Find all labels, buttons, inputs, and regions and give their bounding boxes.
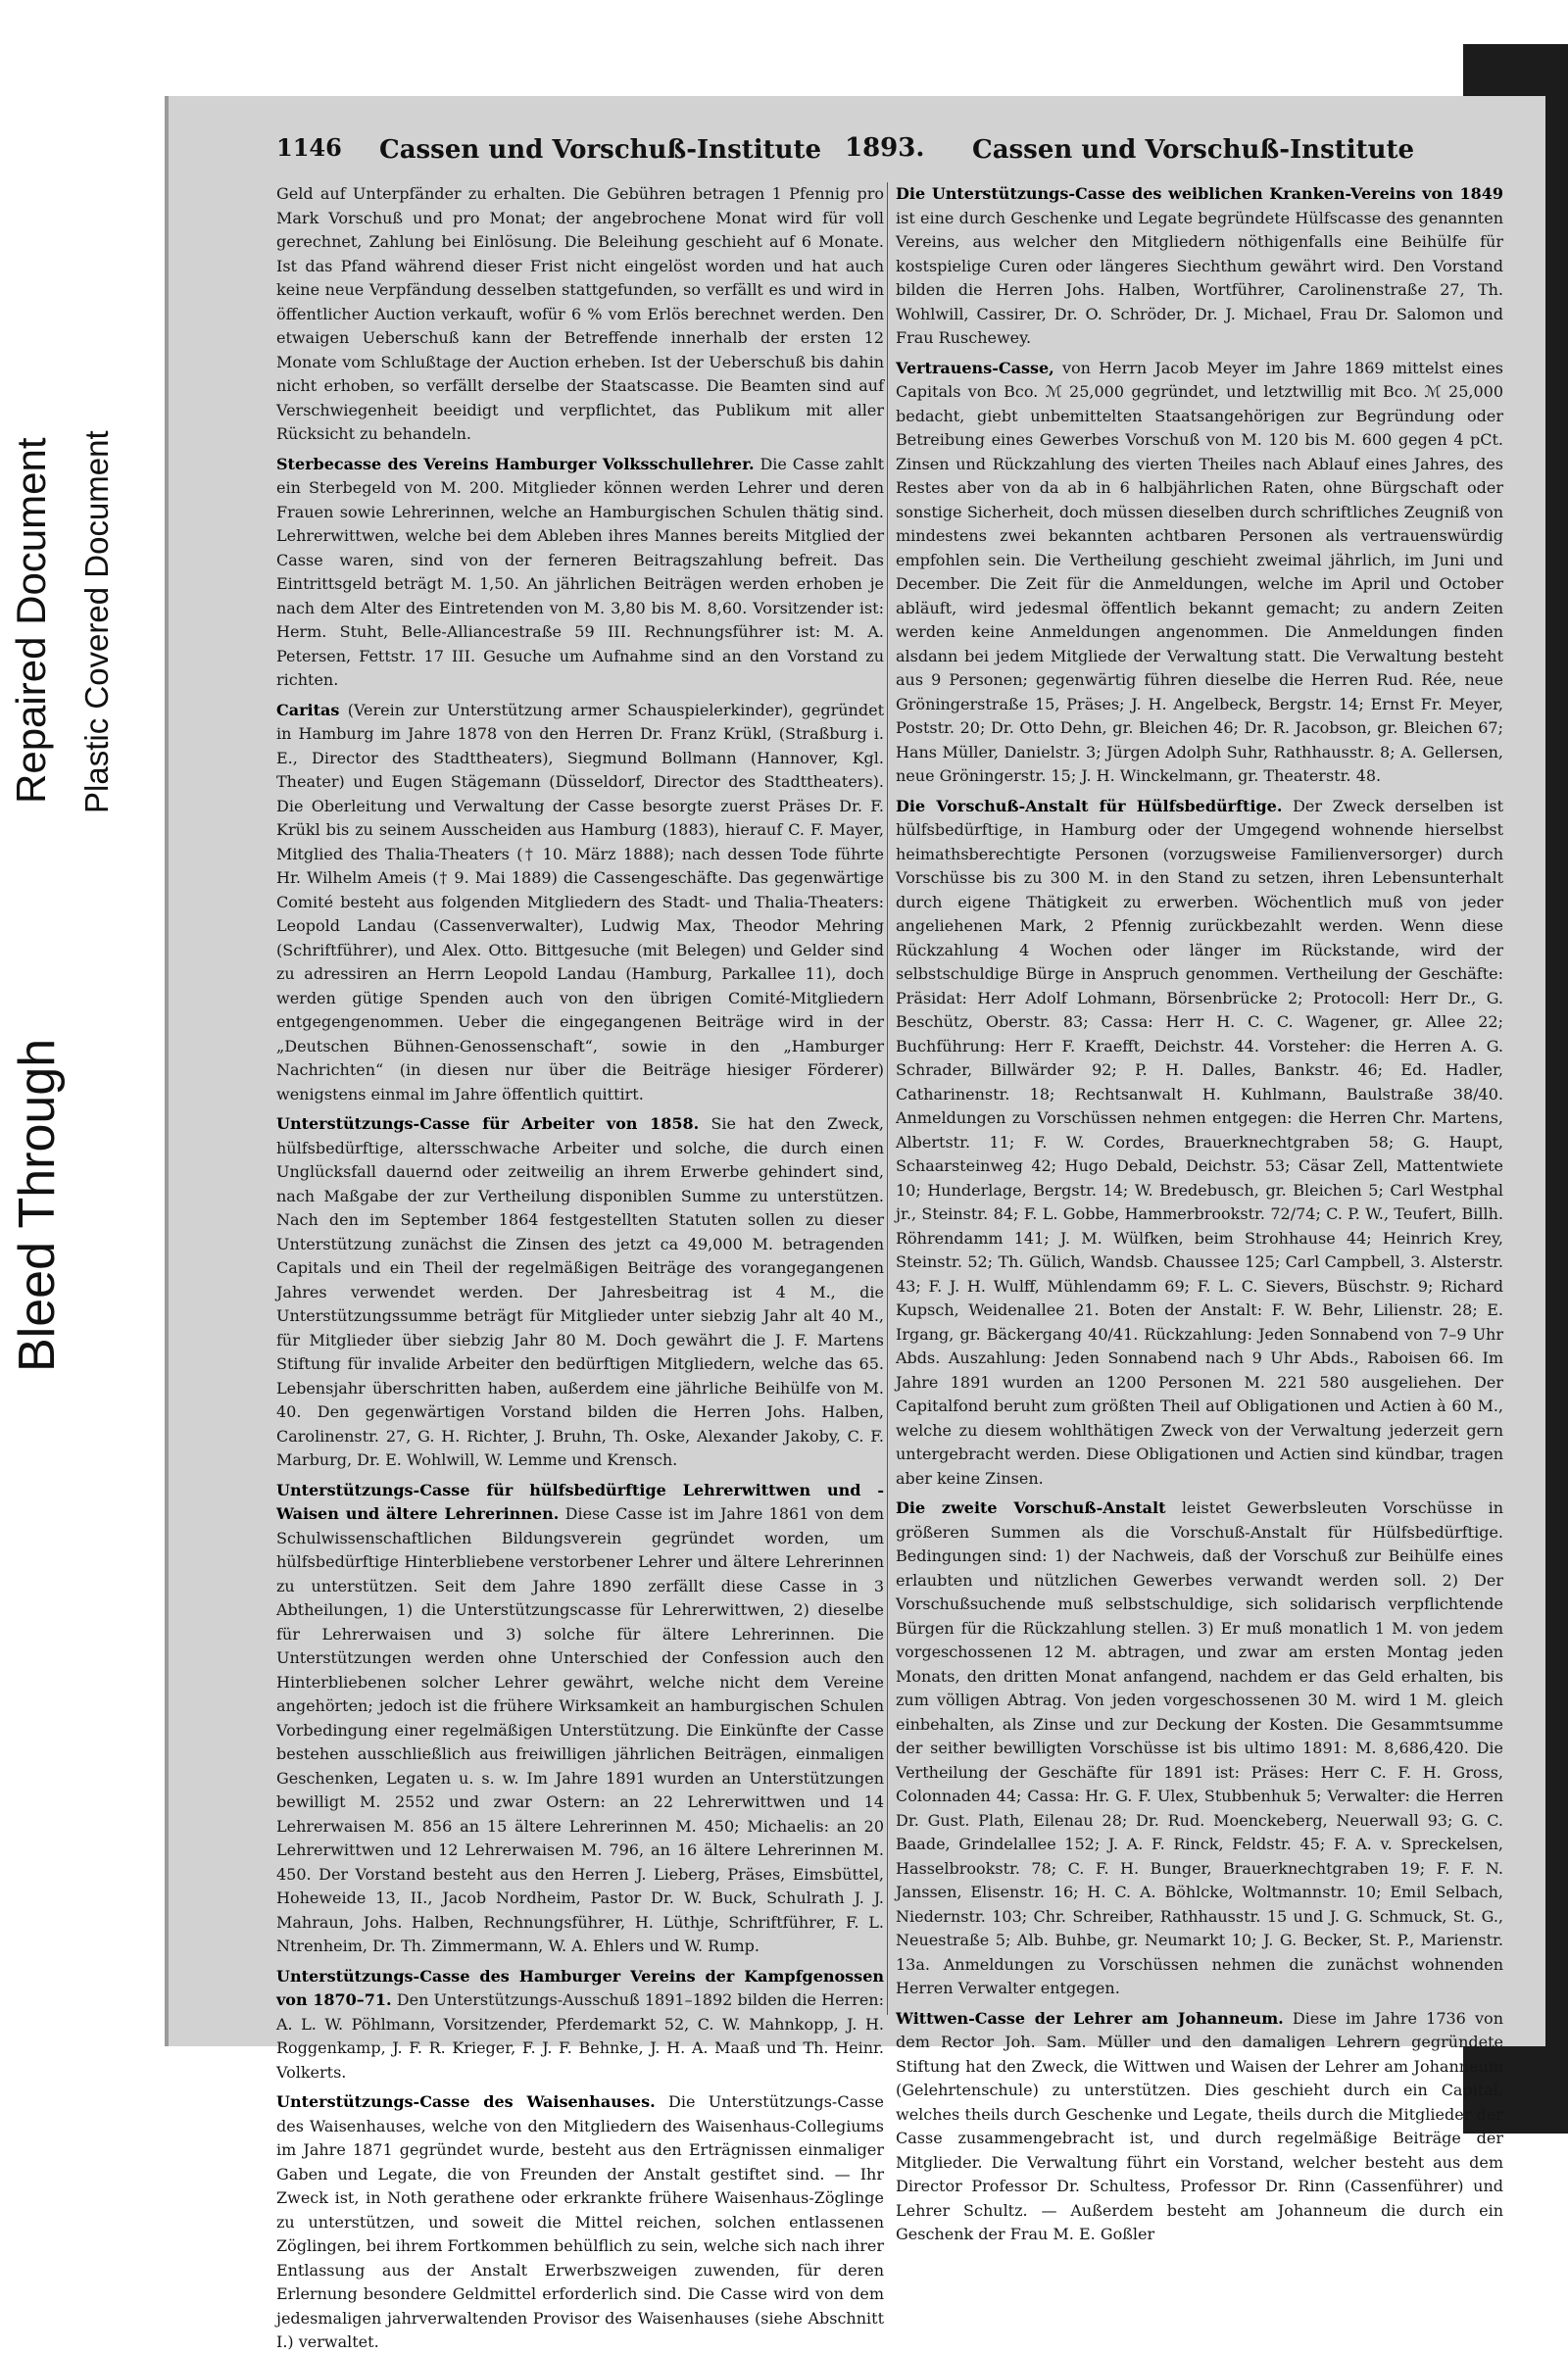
label-plastic-covered-document: Plastic Covered Document bbox=[78, 430, 115, 813]
page-number: 1146 bbox=[276, 133, 342, 162]
entry-arbeiter-1858 bbox=[276, 1112, 884, 1473]
running-title-left: Cassen und Vorschuß-Institute bbox=[379, 135, 822, 165]
entry-title: Sterbecasse des Vereins Hamburger Volksschullehrer. bbox=[276, 454, 755, 473]
entry-caritas bbox=[276, 699, 884, 1107]
entry-title: Unterstützungs-Casse des Hamburger Vereins der Kampfgenossen von 1870–71. bbox=[276, 1966, 884, 2009]
entry-body: Die Casse zahlt ein Sterbegeld von M. 200. Mitglieder können werden Lehrer und deren Frauen sowie Lehrerinnen, welche an Hamburgischen Schulen thätig sind. Lehrerwittwen, welche bei dem Ableben ihres Mannes bereits Mitglied der Casse waren, sind von der ferneren Beitragszahlung befreit. Das Eintrittsgeld beträgt M. 1,50. An jährlichen Beiträgen werden erhoben je nach dem Alter des Eintretenden von M. 3,80 bis M. 8,60. Vorsitzender ist: Herm. Stuht, Belle-Alliancestraße 59 III. Rechnungsführer ist: M. A. Petersen, Fettstr. 17 III. Gesuche um Aufnahme sind an den Vorstand zu richten. bbox=[276, 454, 885, 689]
column-divider bbox=[887, 182, 888, 2015]
entry-sterbecasse bbox=[276, 453, 884, 693]
entry-body: Den Unterstützungs-Ausschuß 1891–1892 bilden die Herren: A. L. W. Pöhlmann, Vorsitzender, Pferdemarkt 52, C. W. Mahnkopp, J. H. Roggenkamp, J. F. R. Krieger, F. J. F. Behnke, J. H. A. Maaß und Th. Heinr. Volkerts. bbox=[276, 1990, 884, 2082]
entry-zweite-vorschuss-anstalt bbox=[896, 1496, 1503, 2001]
page-header bbox=[169, 133, 1545, 172]
right-column bbox=[896, 182, 1504, 2243]
label-bleed-through: Bleed Through bbox=[9, 1038, 66, 1372]
entry-body: Der Zweck derselben ist hülfsbedürftige, in Hamburg oder der Umgegend wohnende hierselbst heimathsberechtigte Personen (vorzugsweise Familienversorger) durch Vorschüsse bis zu 300 M. in den Stand zu setzen, ihren Lebensunterhalt durch eigene Thätigkeit zu erwerben. Wöchentlich muß von jeder angeliehenen Mark, 2 Pfennig zurückbezahlt werden. Wenn diese Rückzahlung 4 Wochen oder länger im Rückstande, wird der selbstschuldige Bürge in Anspruch genommen. Vertheilung der Geschäfte: Präsidat: Herr Adolf Lohmann, Börsenbrücke 2; Protocoll: Herr Dr., G. Beschütz, Oberstr. 83; Cassa: Herr H. C. C. Wagener, gr. Allee 22; Buchführung: Herr F. Kraefft, Deichstr. 44. Vorsteher: die Herren A. G. Schrader, Billwärder 92; P. H. Dalles, Bankstr. 46; Ed. Hadler, Catharinenstr. 18; Rechtsanwalt H. Kuhlmann, Baulstraße 38/40. Anmeldungen zu Vorschüssen nehmen entgegen: die Herren Chr. Martens, Albertstr. 11; F. W. Cordes, Brauerknechtgraben 58; G. Haupt, Schaarsteinweg 42; Hugo Debald, Deichstr. 53; Cäsar Zell, Mattentwiete 10; Hunderlage, Bergstr. 14; W. Bredebusch, gr. Bleichen 5; Carl Westphal jr., Steinstr. 84; F. L. Gobbe, Hammerbrookstr. 72/74; C. P. W., Teufert, Billh. Röhrendamm 141; J. M. Wülfken, beim Strohhause 44; Heinrich Krey, Steinstr. 52; Th. Gülich, Wandsb. Chaussee 125; Carl Campbell, 3. Alsterstr. 43; F. J. H. Wulff, Mühlendamm 69; F. L. C. Sievers, Büschstr. 9; Richard Kupsch, Weidenallee 21. Boten der Anstalt: F. W. Behr, Lilienstr. 28; E. Irgang, gr. Bäckergang 40/41. Rückzahlung: Jeden Sonnabend von 7–9 Uhr Abds. Auszahlung: Jeden Sonnabend nach 9 Uhr Abds., Raboisen 66. Im Jahre 1891 wurden an 1200 Personen M. 221 580 ausgeliehen. Der Capitalfond beruht zum größten Theil auf Obligationen und Actien à 60 M., welche zu diesem wohlthätigen Zweck von der Verwaltung jederzeit gern untergebracht werden. Diese Obligationen und Actien sind kündbar, tragen aber keine Zinsen. bbox=[896, 796, 1503, 1488]
entry-body: von Herrn Jacob Meyer im Jahre 1869 mittelst eines Capitals von Bco. ℳ 25,000 gegründet, und letztwillig mit Bco. ℳ 25,000 bedacht, giebt unbemittelten Staatsangehörigen zur Begründung oder Betreibung eines Gewerbes Vorschuß von M. 120 bis M. 600 gegen 4 pCt. Zinsen und Rückzahlung des vierten Theiles nach Ablauf eines Jahres, des Restes aber von da ab in 6 halbjährlichen Raten, ohne Bürgschaft oder sonstige Sicherheit, doch müssen dieselben durch schriftliches Zeugniß von mindestens zwei bekannten achtbaren Personen als vertrauenswürdig empfohlen sein. Die Vertheilung geschieht zweimal jährlich, im Juni und December. Die Zeit für die Anmeldungen, welche im April und October abläuft, wird jedesmal öffentlich bekannt gemacht; zu andern Zeiten werden keine Anmeldungen angenommen. Die Anmeldungen finden alsdann bei jedem Mitgliede der Verwaltung statt. Die Verwaltung besteht aus 9 Personen; gegenwärtig führen dieselbe die Herren Rud. Rée, neue Gröningerstraße 15, Präses; J. H. Angelbeck, Bergstr. 14; Ernst Fr. Meyer, Poststr. 20; Dr. Otto Dehn, gr. Bleichen 46; Dr. R. Jacobson, gr. Bleichen 67; Hans Müller, Danielstr. 3; Jürgen Adolph Suhr, Rathhausstr. 8; A. Gellersen, neue Gröningerstr. 15; J. H. Winckelmann, gr. Theaterstr. 48. bbox=[896, 358, 1504, 785]
entry-wittwen-casse-johanneum bbox=[896, 2007, 1503, 2247]
label-repaired-document: Repaired Document bbox=[8, 437, 54, 804]
entry-title: Die Vorschuß-Anstalt für Hülfsbedürftige. bbox=[896, 796, 1283, 815]
entry-title: Caritas bbox=[276, 700, 340, 719]
entry-vertrauens-casse bbox=[896, 357, 1503, 789]
entry-body: leistet Gewerbsleuten Vorschüsse in größeren Summen als die Vorschuß-Anstalt für Hülfsbedürftige. Bedingungen sind: 1) der Nachweis, daß der Vorschuß zur Beihülfe eines erlaubten und nützlichen Gewerbes verwandt werden soll. 2) Der Vorschußsuchende muß selbstschuldige, sich solidarisch verpflichtende Bürgen für die Rückzahlung stellen. 3) Er muß monatlich 1 M. von jedem vorgeschossenen 12 M. abtragen, und zwar am ersten Montag jeden Monats, den dritten Monat anfangend, nachdem er das Geld erhalten, bis zum völligen Abtrag. Von jeden vorgeschossenen 30 M. wird 1 M. gleich einbehalten, als Zinse und zur Deckung der Kosten. Die Gesammtsumme der seither bewilligten Vorschüsse ist bis ultimo 1891: M. 8,686,420. Die Vertheilung der Geschäfte für 1891 ist: Präses: Herr C. F. H. Gross, Colonnaden 44; Cassa: Hr. G. F. Ulex, Stubbenhuk 5; Verwalter: die Herren Dr. Gust. Plath, Eilenau 28; Dr. Rud. Moenckeberg, Neuerwall 93; G. C. Baade, Grindelallee 152; J. A. F. Rinck, Feldstr. 45; F. A. v. Spreckelsen, Hasselbrookstr. 78; C. F. H. Bunger, Brauerknechtgraben 19; F. F. N. Janssen, Elisenstr. 16; H. C. A. Böhlcke, Woltmannstr. 10; Emil Selbach, Niedernstr. 103; Chr. Schreiber, Rathhausstr. 15 und J. G. Schmuck, St. G., Neuestraße 5; Alb. Buhbe, gr. Neumarkt 10; J. G. Becker, St. P., Marienstr. 13a. Anmeldungen zu Vorschüssen nehmen die zunächst wohnenden Herren Verwalter entgegen. bbox=[896, 1498, 1503, 1997]
entry-title: Unterstützungs-Casse für hülfsbedürftige Lehrerwittwen und -Waisen und ältere Lehrerinnen. bbox=[276, 1480, 884, 1523]
entry-title: Wittwen-Casse der Lehrer am Johanneum. bbox=[896, 2008, 1284, 2028]
entry-body: (Verein zur Unterstützung armer Schauspielerkinder), gegründet in Hamburg im Jahre 1878 von den Herren Dr. Franz Krükl, (Straßburg i. E., Director des Stadttheaters), Siegmund Bollmann (Hannover, Kgl. Theater) und Eugen Stägemann (Düsseldorf, Director des Stadttheaters). Die Oberleitung und Verwaltung der Casse besorgte zuerst Präses Dr. F. Krükl bis zu seinem Ausscheiden aus Hamburg (1883), hierauf C. F. Mayer, Mitglied des Thalia-Theaters († 10. März 1888); nach dessen Tode führte Hr. Wilhelm Ameis († 9. Mai 1889) die Cassengeschäfte. Das gegenwärtige Comité besteht aus folgenden Mitgliedern des Stadt- und Thalia-Theaters: Leopold Landau (Cassenverwalter), Ludwig Max, Theodor Mehring (Schriftführer), und Alex. Otto. Bittgesuche (mit Belegen) und Gelder sind zu adressiren an Herrn Leopold Landau (Hamburg, Parkallee 11), doch werden gütige Spenden auch von den übrigen Comité-Mitgliedern entgegengenommen. Ueber die eingegangenen Beiträge wird in der „Deutschen Bühnen-Genossenschaft“, sowie in den „Hamburger Nachrichten“ (in diesen nur über die Beiträge hiesiger Förderer) wenigstens einmal im Jahre öffentlich quittirt. bbox=[276, 700, 884, 1104]
entry-body: ist eine durch Geschenke und Legate begründete Hülfscasse des genannten Vereins, aus welcher den Mitgliedern nöthigenfalls eine Beihülfe für kostspielige Curen oder längeres Siechthum gewährt wird. Den Vorstand bilden die Herren Johs. Halben, Wortführer, Carolinenstraße 27, Th. Wohlwill, Cassirer, Dr. O. Schröder, Dr. J. Michael, Frau Dr. Salomon und Frau Ruschewey. bbox=[896, 208, 1503, 347]
year-label: 1893. bbox=[845, 133, 925, 163]
entry-kampfgenossen bbox=[276, 1965, 884, 2085]
entry-body: Diese im Jahre 1736 von dem Rector Joh. Sam. Müller und den damaligen Lehrern gegründete Stiftung hat den Zweck, die Wittwen und Waisen der Lehrer am Johanneum (Gelehrtenschule) zu unterstützen. Dies geschieht durch ein Capital, welches theils durch Geschenke und Legate, theils durch die Mitglieder der Casse zusammengebracht ist, und durch regelmäßige Beiträge der Mitglieder. Die Verwaltung führt ein Vorstand, welcher besteht aus dem Director Professor Dr. Schultess, Professor Dr. Rinn (Cassenführer) und Lehrer Schultz. — Außerdem besteht am Johanneum die durch ein Geschenk der Frau M. E. Goßler bbox=[896, 2008, 1503, 2243]
entry-body: Die Unterstützungs-Casse des Waisenhauses, welche von den Mitgliedern des Waisenhaus-Collegiums im Jahre 1871 gegründet wurde, besteht aus den Erträgnissen einmaliger Gaben und Legate, die von Freunden der Anstalt gestiftet sind. — Ihr Zweck ist, in Noth gerathene oder erkrankte frühere Waisenhaus-Zöglinge zu unterstützen, und soweit die Mittel reichen, solchen entlassenen Zöglingen, bei ihrem Fortkommen behülflich zu sein, welche sich nach ihrer Entlassung aus der Anstalt Erwerbszweigen zuwenden, für deren Erlernung besondere Geldmittel erforderlich sind. Die Casse wird von dem jedesmaligen jahrverwaltenden Provisor des Waisenhauses (siehe Abschnitt I.) verwaltet. bbox=[276, 2092, 884, 2351]
entry-kranken-verein bbox=[896, 182, 1503, 351]
entry-title: Die Unterstützungs-Casse des weiblichen Kranken-Vereins von 1849 bbox=[896, 184, 1503, 203]
left-column bbox=[276, 182, 885, 2351]
entry-title: Unterstützungs-Casse des Waisenhauses. bbox=[276, 2092, 656, 2111]
entry-title: Unterstützungs-Casse für Arbeiter von 1858. bbox=[276, 1114, 700, 1133]
scanned-page bbox=[165, 96, 1545, 2351]
annotation-sidebar bbox=[0, 0, 162, 2134]
entry-waisenhaus bbox=[276, 2090, 884, 2355]
running-title-right: Cassen und Vorschuß-Institute bbox=[972, 135, 1415, 165]
entry-vorschuss-anstalt bbox=[896, 795, 1503, 1492]
entry-body: Diese Casse ist im Jahre 1861 von dem Schulwissenschaftlichen Bildungsverein gegründet worden, um hülfsbedürftige Hinterbliebene verstorbener Lehrer und ältere Lehrerinnen zu unterstützen. Seit dem Jahre 1890 zerfällt diese Casse in 3 Abtheilungen, 1) die Unterstützungscasse für Lehrerwittwen, 2) dieselbe für Lehrerwaisen und 3) solche für ältere Lehrerinnen. Die Unterstützungen werden ohne Unterschied der Confession auch den Hinterbliebenen solcher Lehrer gewährt, welche nicht dem Vereine angehörten; jedoch ist die frühere Wirksamkeit an hamburgischen Schulen Vorbedingung einer regelmäßigen Unterstützung. Die Einkünfte der Casse bestehen ausschließlich aus freiwilligen jährlichen Beiträgen, einmaligen Geschenken, Legaten u. s. w. Im Jahre 1891 wurden an Unterstützungen bewilligt M. 2552 und zwar Ostern: an 22 Lehrerwittwen und 14 Lehrerwaisen M. 856 an 15 ältere Lehrerinnen M. 450; Michaelis: an 20 Lehrerwittwen und 12 Lehrerwaisen M. 796, an 16 ältere Lehrerinnen M. 450. Der Vorstand besteht aus den Herren J. Lieberg, Präses, Eimsbüttel, Hoheweide 13, II., Jacob Nordheim, Pastor Dr. W. Buck, Schulrath J. J. Mahraun, Johs. Halben, Rechnungsführer, H. Lüthje, Schriftführer, F. L. Ntrenheim, Dr. Th. Zimmermann, W. A. Ehlers und W. Rump. bbox=[276, 1504, 884, 1955]
entry-pfand-continuation: Geld auf Unterpfänder zu erhalten. Die Gebühren betragen 1 Pfennig pro Mark Vorschuß und pro Monat; der angebrochene Monat wird für voll gerechnet, Zahlung bei Einlösung. Die Beleihung geschieht auf 6 Monate. Ist das Pfand während dieser Frist nicht eingelöst worden und hat auch keine neue Verpfändung desselben stattgefunden, so verfällt es und wird in öffentlicher Auction verkauft, wofür 6 % vom Erlös berechnet werden. Den etwaigen Ueberschuß kann der Betreffende innerhalb der ersten 12 Monate vom Schlußtage der Auction erheben. Ist der Ueberschuß bis dahin nicht erhoben, so verfällt derselbe der Staatscasse. Die Beamten sind auf Verschwiegenheit beeidigt und verpflichtet, das Publikum mit aller Rücksicht zu behandeln. bbox=[276, 184, 884, 443]
entry-title: Die zweite Vorschuß-Anstalt bbox=[896, 1498, 1166, 1517]
entry-title: Vertrauens-Casse, bbox=[896, 358, 1054, 377]
entry-body: Sie hat den Zweck, hülfsbedürftige, altersschwache Arbeiter und solche, die durch einen Unglücksfall dauernd oder zeitweilig an ihrem Erwerbe gehindert sind, nach Maßgabe der zur Vertheilung disponiblen Summe zu unterstützen. Nach den im September 1864 festgestellten Statuten sollen zu dieser Unterstützung zunächst die Zinsen des jetzt ca 49,000 M. betragenden Capitals und ein Theil der regelmäßigen Beiträge des vorangegangenen Jahres verwendet werden. Der Jahresbeitrag ist 4 M., die Unterstützungssumme beträgt für Mitglieder unter siebzig Jahr alt 40 M., für Mitglieder über siebzig Jahr 80 M. Doch gewährt die J. F. Martens Stiftung für invalide Arbeiter den bedürftigen Mitgliedern, welche das 65. Lebensjahr überschritten haben, außerdem eine jährliche Beihülfe von M. 40. Den gegenwärtigen Vorstand bilden die Herren Johs. Halben, Carolinenstr. 27, G. H. Richter, J. Bruhn, Th. Oske, Alexander Jakoby, C. F. Marburg, Dr. E. Wohlwill, W. Lemme und Krensch. bbox=[276, 1114, 884, 1469]
entry-lehrerwittwen bbox=[276, 1479, 884, 1959]
